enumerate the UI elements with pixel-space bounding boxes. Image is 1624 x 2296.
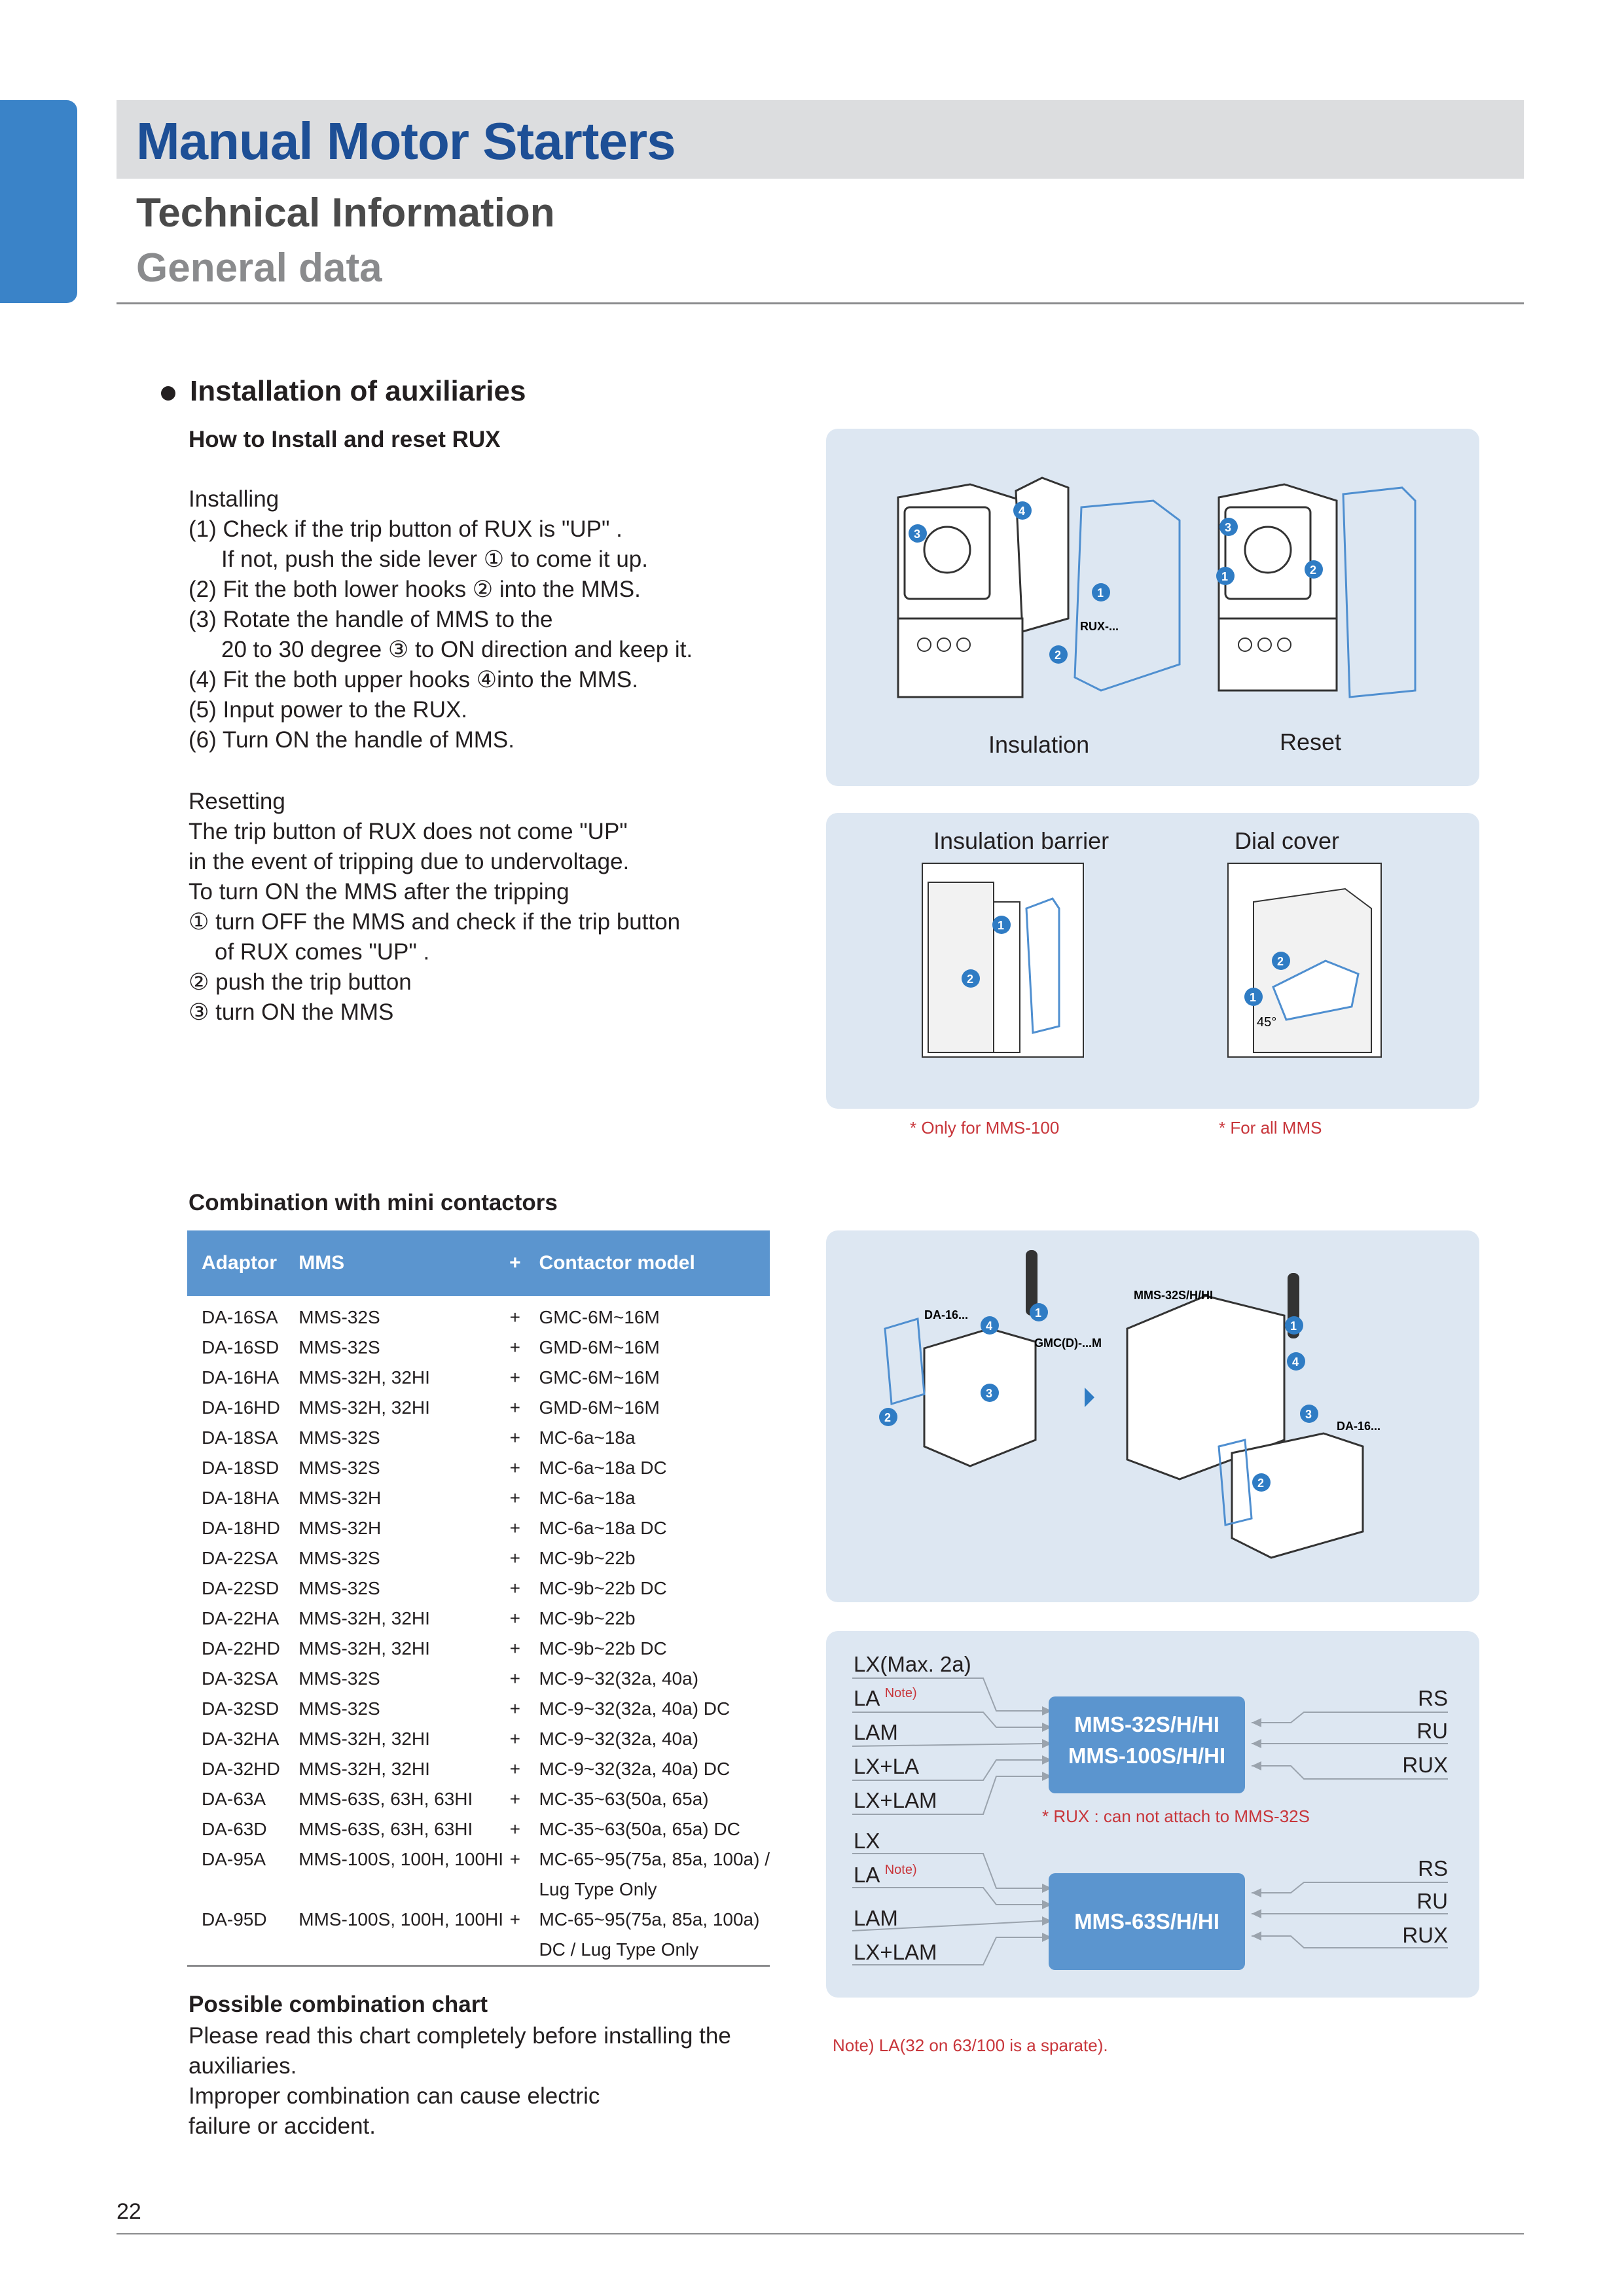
svg-text:1: 1 bbox=[1035, 1306, 1042, 1319]
option-lx-lam: LX+LAM bbox=[854, 1788, 937, 1812]
rux-heading: How to Install and reset RUX bbox=[189, 427, 501, 452]
possible-chart-text: Please read this chart completely before installing the auxiliaries. Improper combination can cause electric failure or accident. bbox=[189, 2023, 731, 2139]
svg-text:2: 2 bbox=[1055, 649, 1062, 662]
resetting-line: ② push the trip button bbox=[189, 969, 412, 995]
option-rs: RS bbox=[1418, 1686, 1448, 1710]
option-rs-2: RS bbox=[1418, 1856, 1448, 1880]
possible-chart-heading: Possible combination chart bbox=[189, 1992, 488, 2017]
column-header: Adaptor bbox=[187, 1230, 284, 1296]
table-row: DC / Lug Type Only bbox=[187, 1935, 770, 1966]
svg-text:2: 2 bbox=[1277, 955, 1284, 968]
mms-lower-right bbox=[1219, 619, 1337, 691]
svg-text:DA-16...: DA-16... bbox=[924, 1308, 969, 1321]
table-row: DA-32HA MMS-32H, 32HI + MC-9~32(32a, 40a) bbox=[202, 1729, 699, 1749]
option-lx-lam-2: LX+LAM bbox=[854, 1940, 937, 1964]
table-row: DA-16HD MMS-32H, 32HI + GMD-6M~16M bbox=[202, 1397, 660, 1418]
page-number: 22 bbox=[117, 2199, 141, 2224]
table-row: DA-16SA MMS-32S + GMC-6M~16M bbox=[202, 1307, 660, 1327]
dial-cover-illustration bbox=[1227, 863, 1383, 1059]
rux-module-left bbox=[1075, 501, 1180, 691]
mms-rux-illustration bbox=[826, 429, 1479, 786]
resetting-line: of RUX comes "UP" . bbox=[215, 939, 430, 965]
resetting-title: Resetting bbox=[189, 789, 285, 814]
resetting-line: ① turn OFF the MMS and check if the trip button bbox=[189, 909, 681, 935]
table-row: DA-22SA MMS-32S + MC-9b~22b bbox=[202, 1548, 636, 1568]
section-title: Installation of auxiliaries bbox=[190, 375, 526, 407]
table-row: DA-18SA MMS-32S + MC-6a~18a bbox=[202, 1427, 636, 1448]
option-lam: LAM bbox=[854, 1720, 898, 1744]
installing-step: (3) Rotate the handle of MMS to the bbox=[189, 607, 553, 632]
resetting-line: To turn ON the MMS after the tripping bbox=[189, 879, 569, 905]
table-row: DA-18HD MMS-32H + MC-6a~18a DC bbox=[202, 1518, 667, 1538]
table-row: DA-63A MMS-63S, 63H, 63HI + MC-35~63(50a, 65a) bbox=[202, 1789, 709, 1809]
mms-lower-left bbox=[898, 619, 1022, 697]
option-la: LA $^{Note)}$ bbox=[854, 1686, 917, 1710]
arrow-right-icon bbox=[1085, 1388, 1094, 1407]
option-rux: RUX bbox=[1402, 1753, 1448, 1777]
option-lx-la: LX+LA bbox=[854, 1754, 919, 1778]
option-la-2: LA $^{Note)}$ bbox=[854, 1863, 917, 1887]
column-header: MMS bbox=[284, 1230, 505, 1296]
reset-caption: Reset bbox=[1280, 728, 1342, 755]
bullet-icon bbox=[161, 386, 175, 401]
svg-text:4: 4 bbox=[1292, 1355, 1299, 1369]
table-row: DA-16SD MMS-32S + GMD-6M~16M bbox=[202, 1337, 660, 1357]
table-row: DA-18SD MMS-32S + MC-6a~18a DC bbox=[202, 1458, 667, 1478]
table-row: DA-63D MMS-63S, 63H, 63HI + MC-35~63(50a, 65a) DC bbox=[202, 1819, 740, 1839]
svg-text:MMS-32S/H/HI: MMS-32S/H/HI bbox=[1134, 1289, 1214, 1302]
resetting-line: in the event of tripping due to undervoltage. bbox=[189, 849, 630, 874]
svg-text:4: 4 bbox=[1019, 505, 1026, 518]
rux-label: RUX-... bbox=[1080, 620, 1119, 633]
dial-cover-caption: Dial cover bbox=[1235, 827, 1340, 854]
table-row: Lug Type Only bbox=[539, 1879, 657, 1899]
note-for-all-mms: * For all MMS bbox=[1219, 1118, 1322, 1138]
combination-table bbox=[187, 1230, 770, 1967]
option-rux-2: RUX bbox=[1402, 1923, 1448, 1947]
svg-text:3: 3 bbox=[986, 1387, 993, 1400]
svg-text:2: 2 bbox=[1310, 564, 1317, 577]
header-divider bbox=[117, 302, 1524, 304]
svg-text:DA-16...: DA-16... bbox=[1337, 1420, 1381, 1433]
insulation-barrier-caption: Insulation barrier bbox=[933, 827, 1110, 854]
svg-text:1: 1 bbox=[1290, 1319, 1297, 1333]
page-subtitle: Technical Information bbox=[136, 190, 555, 236]
resetting-block bbox=[189, 787, 680, 1028]
resetting-line: The trip button of RUX does not come "UP" bbox=[189, 819, 628, 844]
angle-label: 45° bbox=[1257, 1015, 1277, 1030]
table-row: DA-32SA MMS-32S + MC-9~32(32a, 40a) bbox=[202, 1668, 699, 1689]
page-title: Manual Motor Starters bbox=[136, 112, 676, 170]
svg-text:3: 3 bbox=[1305, 1408, 1312, 1421]
column-header: Contactor model bbox=[524, 1230, 770, 1296]
handle-right bbox=[1245, 527, 1291, 573]
install-reset-figure-panel bbox=[826, 429, 1479, 786]
contactor-right bbox=[1232, 1433, 1363, 1558]
installing-step: (1) Check if the trip button of RUX is "UP" . bbox=[189, 516, 623, 542]
svg-text:4: 4 bbox=[986, 1319, 993, 1333]
svg-text:1: 1 bbox=[998, 919, 1005, 932]
mms-32-100-box: MMS-32S/H/HI MMS-100S/H/HI bbox=[1049, 1696, 1245, 1793]
svg-text:2: 2 bbox=[884, 1411, 892, 1424]
svg-text:1: 1 bbox=[1097, 586, 1104, 600]
rux-module-right bbox=[1343, 488, 1415, 697]
table-row: DA-22HD MMS-32H, 32HI + MC-9b~22b DC bbox=[202, 1638, 667, 1659]
barrier-dialcover-figure-panel bbox=[826, 813, 1479, 1109]
insulation-caption: Insulation bbox=[988, 731, 1090, 758]
contactor-left bbox=[924, 1329, 1036, 1466]
installing-block bbox=[189, 484, 693, 755]
option-lx: LX bbox=[854, 1829, 880, 1853]
option-lam-2: LAM bbox=[854, 1906, 898, 1930]
svg-text:3: 3 bbox=[914, 528, 921, 541]
svg-text:GMC(D)-...M: GMC(D)-...M bbox=[1034, 1336, 1102, 1350]
svg-text:2: 2 bbox=[1257, 1477, 1265, 1490]
table-row: DA-22SD MMS-32S + MC-9b~22b DC bbox=[202, 1578, 667, 1598]
svg-text:1: 1 bbox=[1250, 991, 1257, 1004]
resetting-line: ③ turn ON the MMS bbox=[189, 999, 394, 1025]
installing-step: (2) Fit the both lower hooks ② into the MMS. bbox=[189, 577, 641, 602]
installing-step: If not, push the side lever ① to come it up. bbox=[221, 547, 648, 572]
mms-side-left bbox=[1016, 478, 1068, 632]
option-lx-max2a: LX(Max. 2a) bbox=[854, 1652, 971, 1676]
installing-title: Installing bbox=[189, 486, 280, 512]
table-row: DA-16HA MMS-32H, 32HI + GMC-6M~16M bbox=[202, 1367, 660, 1388]
rux-note: * RUX : can not attach to MMS-32S bbox=[1042, 1806, 1310, 1826]
footer-divider bbox=[117, 2233, 1524, 2234]
table-row: DA-32SD MMS-32S + MC-9~32(32a, 40a) DC bbox=[202, 1698, 731, 1719]
table-row: DA-22HA MMS-32H, 32HI + MC-9b~22b bbox=[202, 1608, 636, 1628]
column-header: + bbox=[505, 1230, 524, 1296]
installing-step: (6) Turn ON the handle of MMS. bbox=[189, 727, 514, 753]
option-ru: RU bbox=[1416, 1719, 1448, 1743]
svg-text:2: 2 bbox=[967, 973, 974, 986]
installing-step: 20 to 30 degree ③ to ON direction and keep it. bbox=[221, 637, 693, 662]
table-row: DA-95D MMS-100S, 100H, 100HI + MC-65~95(75a, 85a, 100a) bbox=[202, 1909, 760, 1929]
installing-step: (4) Fit the both upper hooks ④into the MMS. bbox=[189, 667, 638, 692]
combination-heading: Combination with mini contactors bbox=[189, 1190, 558, 1215]
combination-figure-panel bbox=[826, 1230, 1479, 1602]
table-row: DA-18HA MMS-32H + MC-6a~18a bbox=[202, 1488, 636, 1508]
table-row: DA-32HD MMS-32H, 32HI + MC-9~32(32a, 40a) DC bbox=[202, 1759, 731, 1779]
installing-step: (5) Input power to the RUX. bbox=[189, 697, 468, 723]
table-header-row bbox=[187, 1230, 770, 1296]
side-tab bbox=[0, 100, 77, 303]
handle-left bbox=[924, 527, 970, 573]
adaptor-assembly-illustration bbox=[826, 1230, 1479, 1602]
page-subsubtitle: General data bbox=[136, 245, 382, 291]
option-ru-2: RU bbox=[1416, 1889, 1448, 1913]
insulation-barrier-illustration bbox=[922, 863, 1085, 1059]
table-row: DA-95A MMS-100S, 100H, 100HI + MC-65~95(75a, 85a, 100a) / bbox=[202, 1849, 770, 1869]
svg-text:1: 1 bbox=[1221, 570, 1229, 583]
adaptor-left bbox=[885, 1319, 924, 1404]
mms-63-box: MMS-63S/H/HI bbox=[1049, 1873, 1245, 1970]
chart-footnote: Note) LA(32 on 63/100 is a sparate). bbox=[833, 2036, 1108, 2055]
possible-combination-chart-panel bbox=[826, 1631, 1479, 1998]
svg-text:3: 3 bbox=[1225, 521, 1232, 534]
note-only-mms100: * Only for MMS-100 bbox=[910, 1118, 1060, 1138]
